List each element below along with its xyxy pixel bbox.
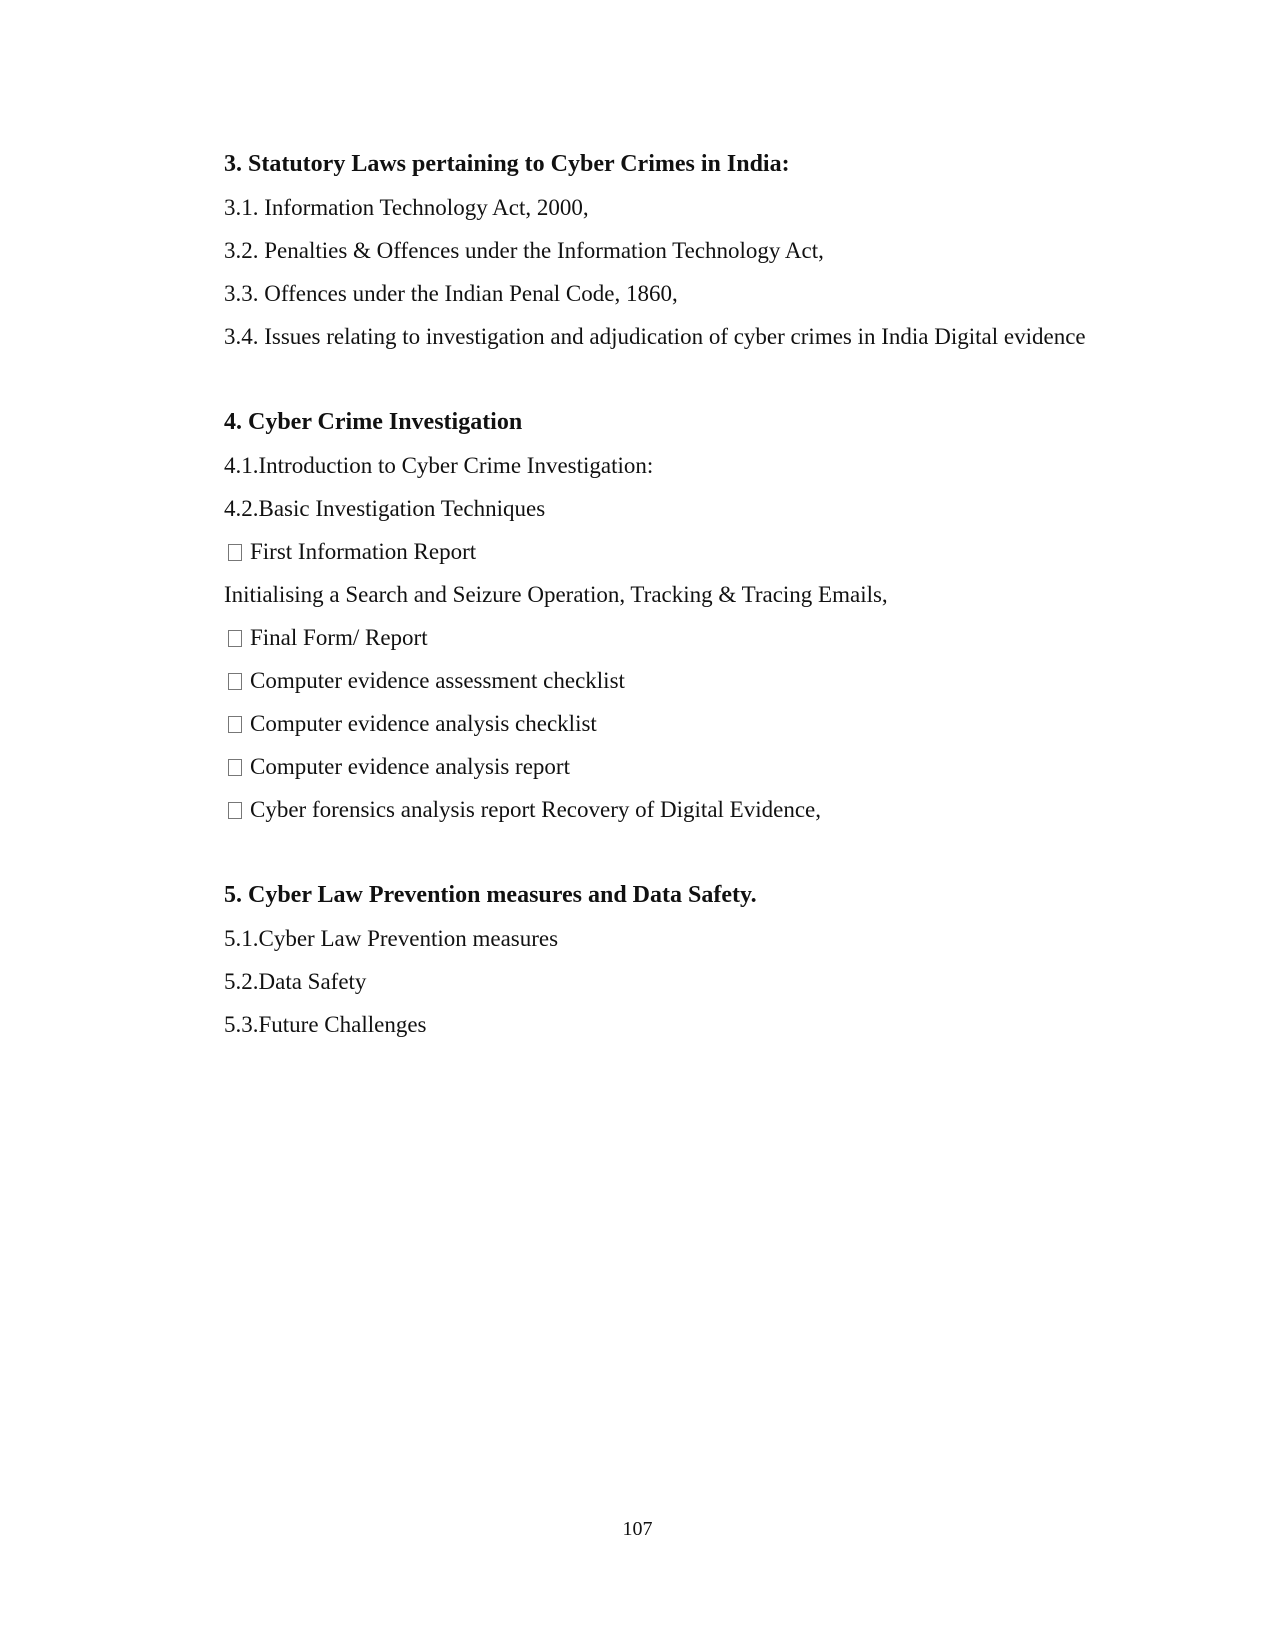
bullet-box-icon — [228, 802, 242, 819]
section-3-heading: 3. Statutory Laws pertaining to Cyber Crimes in India: — [224, 151, 790, 177]
section-3-item-3: 3.3. Offences under the Indian Penal Code, 1860, — [224, 281, 678, 306]
section-5-heading: 5. Cyber Law Prevention measures and Data Safety. — [224, 882, 757, 908]
bullet-box-icon — [228, 759, 242, 776]
bullet-box-icon — [228, 716, 242, 733]
section-5-item-1: 5.1.Cyber Law Prevention measures — [224, 926, 559, 951]
section-4-plain-line: Initialising a Search and Seizure Operation, Tracking & Tracing Emails, — [224, 582, 888, 607]
section-4-item-1: 4.1.Introduction to Cyber Crime Investigation: — [224, 453, 654, 478]
bullet-box-icon — [228, 544, 242, 561]
bullet-item — [224, 616, 1122, 659]
section-spacer — [224, 831, 1122, 874]
bullet-item — [224, 659, 1122, 702]
bullet-text: First Information Report — [250, 539, 477, 564]
section-4-item-2: 4.2.Basic Investigation Techniques — [224, 496, 546, 521]
bullet-text: Cyber forensics analysis report Recovery of Digital Evidence, — [250, 797, 821, 822]
bullet-item — [224, 530, 1122, 573]
section-3-item-4: 3.4. Issues relating to investigation and adjudication of cyber crimes in India Digital evidence — [224, 324, 1086, 349]
section-4-heading: 4. Cyber Crime Investigation — [224, 409, 523, 435]
bullet-text: Computer evidence analysis report — [250, 754, 570, 779]
section-5-item-3: 5.3.Future Challenges — [224, 1012, 427, 1037]
bullet-item — [224, 702, 1122, 745]
section-5-item-2: 5.2.Data Safety — [224, 969, 367, 994]
bullet-text: Computer evidence analysis checklist — [250, 711, 597, 736]
bullet-item — [224, 745, 1122, 788]
page-number: 107 — [622, 1518, 653, 1540]
bullet-item — [224, 788, 1122, 831]
section-3-item-2: 3.2. Penalties & Offences under the Information Technology Act, — [224, 238, 824, 263]
bullet-text: Computer evidence assessment checklist — [250, 668, 625, 693]
bullet-box-icon — [228, 630, 242, 647]
page-content — [224, 143, 1122, 1046]
bullet-text: Final Form/ Report — [250, 625, 428, 650]
bullet-box-icon — [228, 673, 242, 690]
section-spacer — [224, 358, 1122, 401]
section-3-item-1: 3.1. Information Technology Act, 2000, — [224, 195, 589, 220]
